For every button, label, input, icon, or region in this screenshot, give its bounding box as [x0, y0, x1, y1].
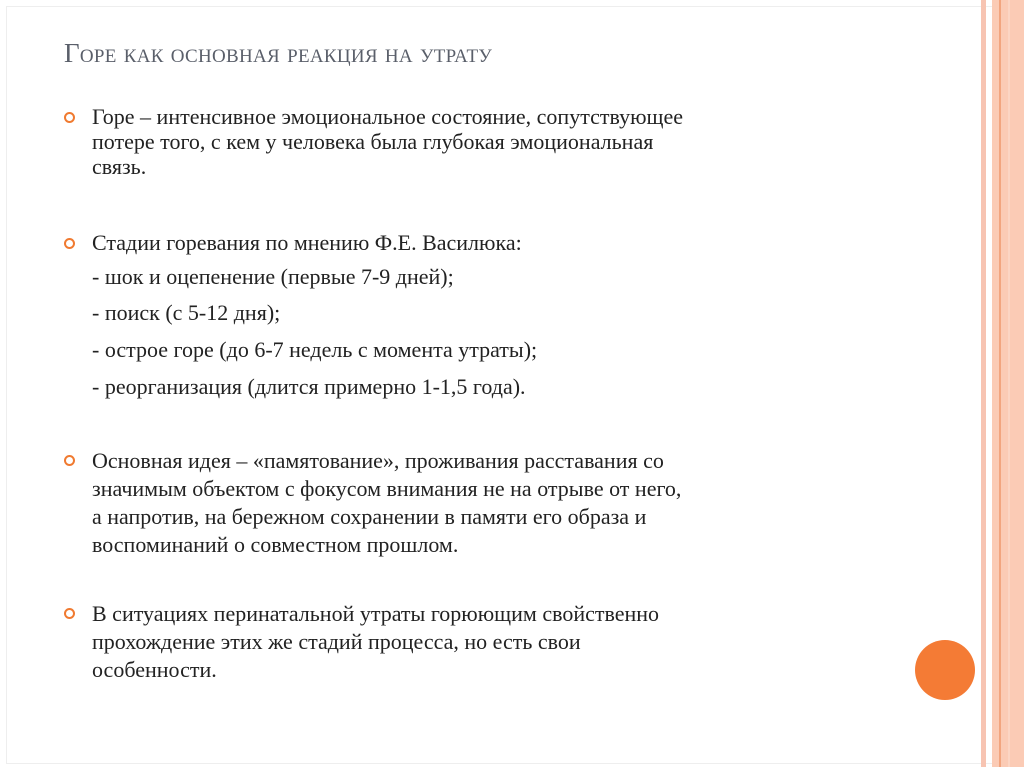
stage-item: - поиск (с 5-12 дня);: [92, 300, 281, 325]
stage-item: - реорганизация (длится примерно 1-1,5 года).: [92, 374, 526, 399]
text-line: воспоминаний о совместном прошлом.: [92, 532, 459, 557]
circle-bullet-icon: [64, 455, 75, 466]
text-line: Основная идея – «памятование», проживания расставания со: [92, 448, 664, 473]
text-line: связь.: [92, 154, 147, 179]
text-line: прохождение этих же стадий процесса, но есть свои: [92, 629, 581, 654]
circle-bullet-icon: [64, 608, 75, 619]
bullet-item: [92, 447, 681, 559]
stage-item: - шок и оцепенение (первые 7-9 дней);: [92, 264, 454, 289]
circle-bullet-icon: [64, 238, 75, 249]
circle-bullet-icon: [64, 112, 75, 123]
decor-circle: [915, 640, 975, 700]
text-line: Стадии горевания по мнению Ф.Е. Василюка:: [92, 230, 522, 255]
bullet-item: [92, 230, 522, 255]
text-line: потере того, с кем у человека была глубокая эмоциональная: [92, 129, 654, 154]
text-line: значимым объектом с фокусом внимания не на отрыве от него,: [92, 476, 682, 501]
stage-item: - острое горе (до 6-7 недель с момента утраты);: [92, 337, 538, 362]
decor-stripe: [999, 0, 1001, 767]
decor-stripe: [1008, 0, 1010, 767]
text-line: а напротив, на бережном сохранении в памяти его образа и: [92, 504, 647, 529]
bullet-item: [92, 600, 659, 684]
bullet-item: [92, 104, 683, 179]
slide-title: Горе как основная реакция на утрату: [64, 38, 493, 68]
text-line: особенности.: [92, 657, 217, 682]
text-line: Горе – интенсивное эмоциональное состояние, сопутствующее: [92, 104, 684, 129]
decor-stripe: [981, 0, 986, 767]
text-line: В ситуациях перинатальной утраты горюющим свойственно: [92, 601, 660, 626]
